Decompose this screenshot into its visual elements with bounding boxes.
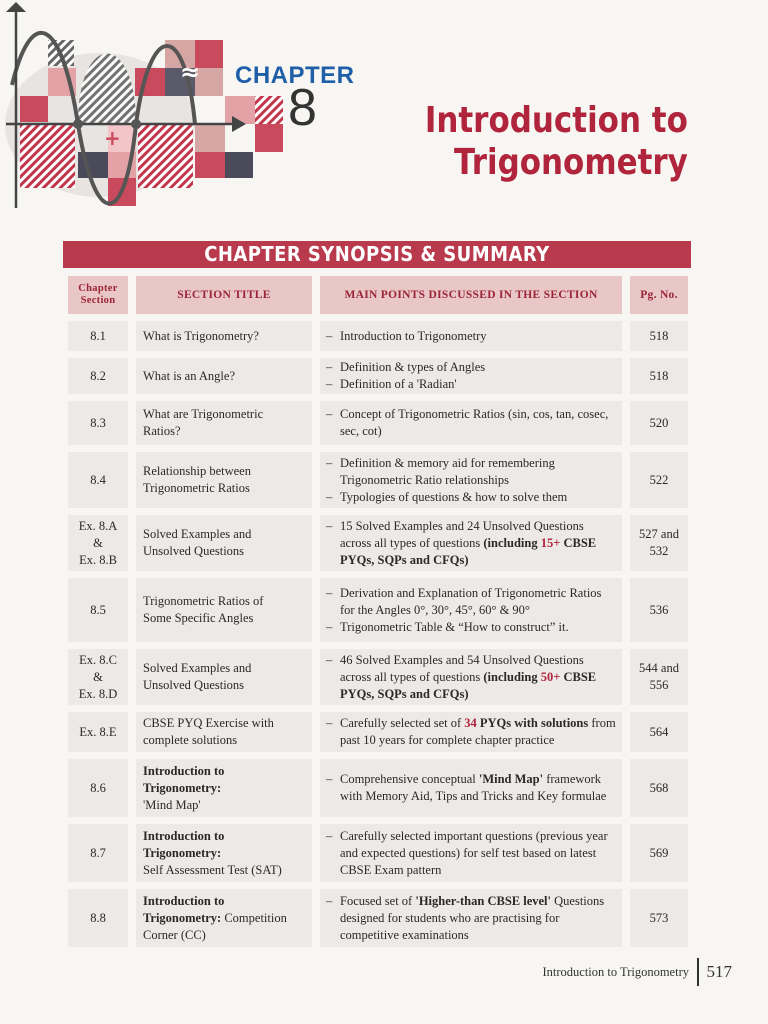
header-chapter-section bbox=[68, 276, 128, 314]
main-point-part: 34 bbox=[464, 716, 477, 730]
section-number: Ex. 8.D bbox=[78, 686, 118, 701]
section-title-part: Trigonometry: bbox=[143, 845, 222, 860]
table-row bbox=[68, 578, 688, 642]
main-point-part: Comprehensive conceptual bbox=[340, 772, 479, 786]
cell-main-points bbox=[320, 578, 622, 642]
main-point-part: Trigonometric Table & “How to construct” it. bbox=[340, 619, 569, 634]
main-point bbox=[326, 715, 616, 749]
main-point-part: 46 Solved Examples and 54 Unsolved Questions across all types of questions bbox=[340, 652, 584, 684]
main-point-part: Definition & types of Angles bbox=[340, 360, 486, 374]
synopsis-banner bbox=[63, 241, 691, 268]
cell-section bbox=[68, 712, 128, 752]
cell-section bbox=[68, 452, 128, 508]
cell-page-number bbox=[630, 452, 688, 508]
main-point bbox=[326, 828, 616, 879]
main-point bbox=[326, 518, 616, 569]
chapter-title-line2: Trigonometry bbox=[454, 142, 688, 183]
table-header-row bbox=[68, 276, 688, 314]
table-row bbox=[68, 889, 688, 947]
chapter-number: 8 bbox=[288, 79, 317, 137]
page-ref: 536 bbox=[649, 602, 669, 617]
cell-section bbox=[68, 824, 128, 882]
page-ref: 568 bbox=[649, 780, 669, 795]
section-number: 8.7 bbox=[90, 845, 106, 860]
table-row bbox=[68, 452, 688, 508]
main-point-part: (including bbox=[483, 669, 541, 684]
section-title-line: Trigonometric Ratios of bbox=[143, 594, 264, 608]
cell-main-points bbox=[320, 515, 622, 571]
main-point bbox=[326, 328, 616, 345]
main-point bbox=[326, 771, 616, 805]
cell-main-points bbox=[320, 452, 622, 508]
footer-divider bbox=[697, 958, 699, 986]
section-title-part: Self Assessment Test (SAT) bbox=[143, 862, 282, 877]
cell-section-title bbox=[136, 358, 312, 394]
table-row bbox=[68, 712, 688, 752]
section-title-line: CBSE PYQ Exercise with bbox=[143, 716, 274, 730]
section-title-part: Trigonometry: bbox=[143, 780, 222, 795]
cell-section bbox=[68, 889, 128, 947]
cell-section bbox=[68, 401, 128, 445]
svg-text:≈: ≈ bbox=[180, 58, 201, 86]
table-row bbox=[68, 321, 688, 351]
cell-page-number bbox=[630, 401, 688, 445]
section-title-line bbox=[143, 797, 312, 814]
page-ref: 518 bbox=[649, 328, 669, 343]
cell-main-points bbox=[320, 824, 622, 882]
header-section-title: SECTION TITLE bbox=[136, 276, 312, 314]
cell-section bbox=[68, 358, 128, 394]
main-point-part: PYQs with solutions bbox=[476, 716, 589, 730]
main-point-part: CBSE PYQs, SQPs and CFQs) bbox=[340, 535, 597, 567]
section-title-line bbox=[143, 828, 312, 845]
section-title-line bbox=[143, 927, 312, 944]
section-title-line: What is Trigonometry? bbox=[143, 328, 259, 343]
synopsis-banner-title: CHAPTER SYNOPSIS & SUMMARY bbox=[204, 242, 550, 266]
page-ref: 564 bbox=[649, 724, 669, 739]
section-number: Ex. 8.E bbox=[79, 724, 117, 739]
section-number: 8.6 bbox=[90, 780, 106, 795]
main-point-part: 'Mind Map' bbox=[478, 772, 544, 786]
cell-section-title bbox=[136, 649, 312, 705]
cell-main-points bbox=[320, 321, 622, 351]
section-title-line bbox=[143, 893, 312, 910]
section-title-part: 'Mind Map' bbox=[143, 797, 201, 812]
section-title-line: Relationship between bbox=[143, 464, 251, 478]
cell-page-number bbox=[630, 515, 688, 571]
cell-main-points bbox=[320, 889, 622, 947]
page-ref: 527 and bbox=[639, 527, 679, 541]
section-title-line bbox=[143, 780, 312, 797]
main-point-part: Questions designed for students who are practising for competitive examinations bbox=[340, 893, 605, 942]
section-number: 8.2 bbox=[90, 368, 106, 383]
table-body bbox=[68, 321, 688, 947]
table-row bbox=[68, 358, 688, 394]
cell-main-points bbox=[320, 649, 622, 705]
section-title-part: Introduction to bbox=[143, 763, 225, 778]
cell-section bbox=[68, 515, 128, 571]
cell-section-title bbox=[136, 515, 312, 571]
page-ref: 532 bbox=[649, 544, 669, 558]
section-title-line bbox=[143, 862, 312, 879]
footer-chapter-name: Introduction to Trigonometry bbox=[542, 964, 689, 979]
cell-page-number bbox=[630, 321, 688, 351]
section-number: 8.4 bbox=[90, 472, 106, 487]
section-title-line: Ratios? bbox=[143, 424, 181, 438]
main-point-part: Definition & memory aid for remembering Trigonometric Ratio relationships bbox=[340, 455, 555, 487]
cell-section-title bbox=[136, 889, 312, 947]
cell-page-number bbox=[630, 649, 688, 705]
section-title-line: Trigonometric Ratios bbox=[143, 481, 250, 495]
section-title-line bbox=[143, 763, 312, 780]
main-point-part: from past 10 years for complete chapter practice bbox=[340, 716, 616, 747]
page-footer bbox=[542, 958, 732, 986]
main-point bbox=[326, 376, 616, 393]
section-title-line: What is an Angle? bbox=[143, 368, 235, 383]
cell-section bbox=[68, 759, 128, 817]
cell-section-title bbox=[136, 712, 312, 752]
page-ref: 569 bbox=[649, 845, 669, 860]
main-point-part: Definition of a 'Radian' bbox=[340, 377, 457, 391]
main-point-part: (including bbox=[483, 535, 541, 550]
section-title-line: Solved Examples and bbox=[143, 527, 252, 541]
main-point bbox=[326, 489, 616, 506]
header-chapter-section-line1: Chapter bbox=[78, 283, 118, 294]
section-title-line: complete solutions bbox=[143, 733, 238, 747]
table-row bbox=[68, 759, 688, 817]
page-ref: 520 bbox=[649, 415, 669, 430]
section-title-line: What are Trigonometric bbox=[143, 407, 264, 421]
main-point-part: Carefully selected important questions (previous year and expected questions) for self test based on latest CBSE Exam pattern bbox=[340, 828, 608, 877]
main-point-part: Focused set of bbox=[340, 893, 416, 908]
cell-page-number bbox=[630, 759, 688, 817]
cell-section-title bbox=[136, 824, 312, 882]
section-number: & bbox=[93, 535, 103, 550]
page-ref: 573 bbox=[649, 910, 669, 925]
main-point-part: framework with Memory Aid, Tips and Tricks and Key formulae bbox=[340, 772, 607, 803]
section-title-line: Unsolved Questions bbox=[143, 678, 245, 692]
header-main-points: MAIN POINTS DISCUSSED IN THE SECTION bbox=[320, 276, 622, 314]
main-point-part: 15 Solved Examples and 24 Unsolved Questions across all types of questions bbox=[340, 518, 584, 550]
table-row bbox=[68, 515, 688, 571]
section-title-line bbox=[143, 910, 312, 927]
cell-main-points bbox=[320, 759, 622, 817]
main-point bbox=[326, 652, 616, 703]
section-number: Ex. 8.B bbox=[79, 552, 117, 567]
main-point-part: 15+ bbox=[540, 535, 561, 550]
main-point bbox=[326, 359, 616, 376]
cell-page-number bbox=[630, 712, 688, 752]
cell-section-title bbox=[136, 401, 312, 445]
cell-section bbox=[68, 578, 128, 642]
cell-section-title bbox=[136, 578, 312, 642]
section-title-part: Corner (CC) bbox=[143, 927, 206, 942]
cell-page-number bbox=[630, 889, 688, 947]
cell-main-points bbox=[320, 401, 622, 445]
section-title-part: Introduction to bbox=[143, 828, 225, 843]
main-point bbox=[326, 406, 616, 440]
section-title-line: Some Specific Angles bbox=[143, 611, 254, 625]
page-ref: 522 bbox=[649, 472, 669, 487]
main-point-part: 50+ bbox=[540, 669, 561, 684]
section-title-line: Unsolved Questions bbox=[143, 544, 245, 558]
section-number: Ex. 8.C bbox=[79, 652, 117, 667]
main-point bbox=[326, 893, 616, 944]
chapter-title bbox=[425, 100, 688, 184]
cell-main-points bbox=[320, 712, 622, 752]
section-number: 8.3 bbox=[90, 415, 106, 430]
cell-page-number bbox=[630, 358, 688, 394]
section-title-line bbox=[143, 845, 312, 862]
cell-section-title bbox=[136, 321, 312, 351]
section-number: 8.5 bbox=[90, 602, 106, 617]
cell-page-number bbox=[630, 824, 688, 882]
page-ref: 518 bbox=[649, 368, 669, 383]
main-point-part: 'Higher-than CBSE level' bbox=[415, 893, 551, 908]
table-row bbox=[68, 824, 688, 882]
main-point-part: Derivation and Explanation of Trigonometric Ratios for the Angles 0°, 30°, 45°, 60° & 90° bbox=[340, 585, 602, 617]
main-point bbox=[326, 619, 616, 636]
section-title-line: Solved Examples and bbox=[143, 661, 252, 675]
chapter-illustration bbox=[0, 0, 300, 215]
cell-main-points bbox=[320, 358, 622, 394]
main-point-part: Introduction to Trigonometry bbox=[340, 328, 487, 343]
page-ref: 556 bbox=[649, 678, 669, 692]
main-point-part: Carefully selected set of bbox=[340, 716, 465, 730]
section-number: & bbox=[93, 669, 103, 684]
cell-section bbox=[68, 649, 128, 705]
main-point bbox=[326, 455, 616, 489]
main-point-part: Typologies of questions & how to solve them bbox=[340, 489, 568, 504]
section-title-part: Competition bbox=[221, 910, 287, 925]
page-ref: 544 and bbox=[639, 661, 679, 675]
svg-text:+: + bbox=[104, 126, 121, 150]
cell-section-title bbox=[136, 759, 312, 817]
page-number: 517 bbox=[706, 962, 732, 981]
chapter-title-line1: Introduction to bbox=[424, 100, 688, 141]
section-title-part: Introduction to bbox=[143, 893, 225, 908]
table-row bbox=[68, 401, 688, 445]
main-point-part: CBSE PYQs, SQPs and CFQs) bbox=[340, 669, 597, 701]
section-number: 8.1 bbox=[90, 328, 106, 343]
cell-section bbox=[68, 321, 128, 351]
synopsis-table bbox=[68, 276, 688, 954]
main-point-part: Concept of Trigonometric Ratios (sin, cos, tan, cosec, sec, cot) bbox=[340, 407, 609, 438]
cell-page-number bbox=[630, 578, 688, 642]
header-page-no: Pg. No. bbox=[630, 276, 688, 314]
section-number: 8.8 bbox=[90, 910, 106, 925]
section-title-part: Trigonometry: bbox=[143, 910, 222, 925]
header-chapter-section-line2: Section bbox=[80, 295, 116, 306]
chapter-label: CHAPTER bbox=[235, 62, 355, 89]
main-point bbox=[326, 585, 616, 619]
table-row bbox=[68, 649, 688, 705]
cell-section-title bbox=[136, 452, 312, 508]
section-number: Ex. 8.A bbox=[78, 518, 118, 533]
